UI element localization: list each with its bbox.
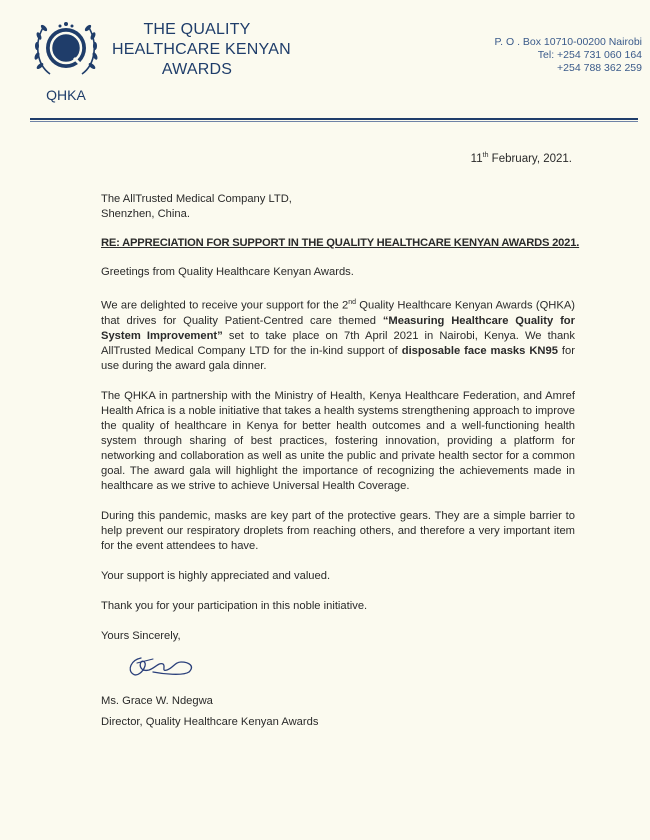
date-rest: February, 2021.: [488, 152, 572, 165]
date-suffix: th: [482, 152, 489, 159]
signer-name: Ms. Grace W. Ndegwa: [101, 694, 213, 707]
organization-name: [112, 20, 291, 80]
para1-superscript: nd: [348, 299, 356, 306]
paragraph-thanks: Thank you for your participation in this noble initiative.: [101, 599, 368, 612]
para1-text-1: We are delighted to receive your support for the 2: [101, 299, 349, 312]
contact-phone-1: Tel: +254 731 060 164: [537, 49, 642, 61]
paragraph-pandemic: During this pandemic, masks are key part of the protective gears. They are a simple barrier to help prevent our respiratory droplets from reaching others, and therefore a very important item for the event attendees to have.: [101, 509, 575, 552]
para1-text-3: set to take place on 7th April 2021 in Nairobi, Kenya. We thank AllTrusted Medical Company LTD for the in-kind support of: [101, 329, 575, 357]
para1-masks: disposable face masks KN95: [401, 344, 558, 357]
signer-title: Director, Quality Healthcare Kenyan Awards: [101, 715, 319, 728]
letter-body: [101, 192, 580, 730]
signature: [123, 650, 203, 682]
recipient-address: [101, 192, 575, 222]
org-name-line-1: THE QUALITY: [143, 21, 251, 38]
contact-phone-2: +254 788 362 259: [557, 62, 642, 74]
greeting: Greetings from Quality Healthcare Kenyan Awards.: [101, 266, 354, 278]
svg-text:QHKA: QHKA: [46, 87, 86, 103]
contact-address: P. O . Box 10710-00200 Nairobi: [494, 36, 642, 48]
contact-block: [495, 36, 643, 75]
recipient-line-2: Shenzhen, China.: [101, 208, 190, 220]
paragraph-support: [101, 295, 575, 374]
paragraph-partnership: The QHKA in partnership with the Ministry of Health, Kenya Healthcare Federation, and Amref Health Africa is a noble initiative that takes a health systems strengthening approach to improve the quality of healthcare in Kenya for better health outcomes and a well-functioning health system through sharing of best practices, fostering innovation, providing a platform for networking and collaboration as well as unite the public and private health sector for a common goal. The award gala will highlight the importance of recognizing the achievements made in healthcare as we strive to achieve Universal Health Coverage.: [101, 389, 575, 492]
org-name-line-2: HEALTHCARE KENYAN: [112, 41, 291, 58]
org-name-line-3: AWARDS: [161, 61, 233, 78]
paragraph-appreciation: Your support is highly appreciated and valued.: [101, 569, 331, 582]
header-divider-thin: [30, 121, 638, 122]
recipient-line-1: The AllTrusted Medical Company LTD,: [101, 193, 292, 205]
qhka-logo: [28, 8, 104, 104]
date-day: 11: [470, 152, 483, 165]
para1-text-4: for use during the award gala dinner.: [101, 344, 575, 372]
para1-theme: “Measuring Healthcare Quality for System Improvement”: [101, 314, 575, 342]
closing: Yours Sincerely,: [101, 629, 181, 642]
header-divider: [30, 118, 638, 120]
letter-date: [471, 152, 572, 165]
para1-text-2: Quality Healthcare Kenyan Awards (QHKA) that drives for Quality Patient-Centred care themed: [101, 299, 576, 327]
subject-line: RE: APPRECIATION FOR SUPPORT IN THE QUALITY HEALTHCARE KENYAN AWARDS 2021.: [101, 237, 580, 249]
